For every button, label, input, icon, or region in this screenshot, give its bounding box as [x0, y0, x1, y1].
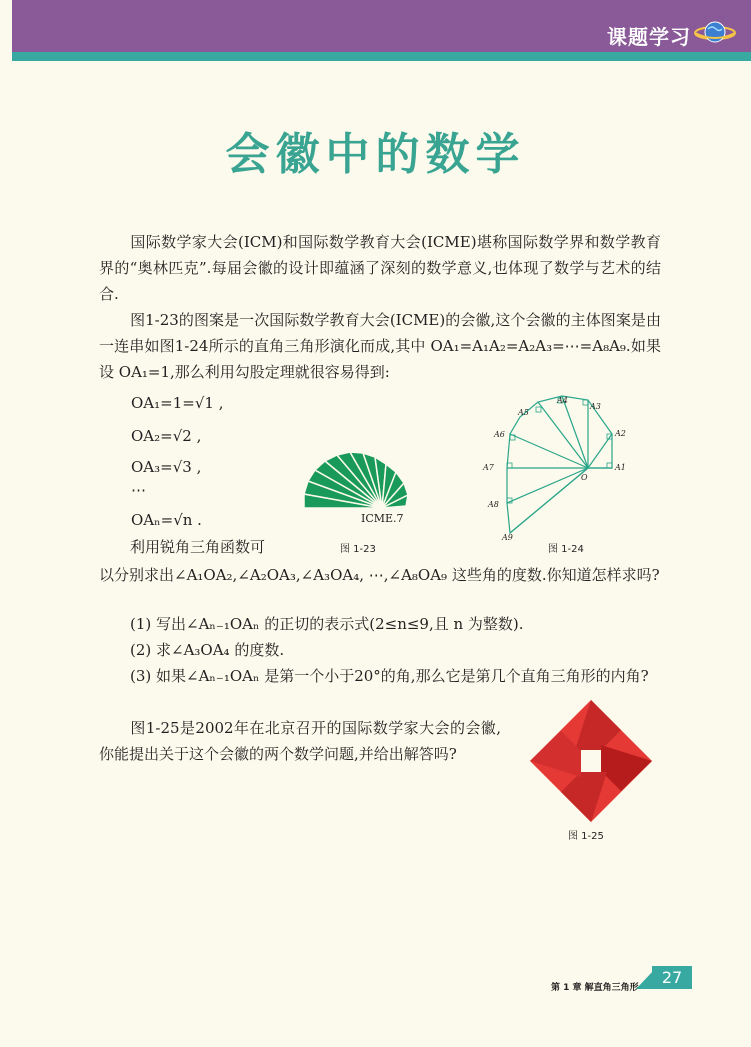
paragraph-trig-rest: 以分别求出∠A₁OA₂,∠A₂OA₃,∠A₃OA₄, ⋯,∠A₈OA₉ 这些角的度数.你知道怎样求吗?: [99, 566, 660, 584]
icme-logo-text: ICME.7: [361, 512, 404, 525]
label-a8: A8: [488, 500, 499, 509]
label-a4: A4: [557, 396, 568, 405]
sqrt-spiral-figure: [478, 390, 628, 540]
segment-oa6: [510, 434, 588, 468]
page-number: 27: [661, 968, 683, 987]
question-2-text: (2) 求∠A₃OA₄ 的度数.: [130, 641, 285, 659]
segment-oa4: [562, 396, 588, 468]
paragraph-icm2002-text: 图1-25是2002年在北京召开的国际数学家大会的会徽,你能提出关于这个会徽的两个数学问题,并给出解答吗?: [99, 719, 501, 763]
logo-center-square: [581, 750, 601, 772]
question-3-text: (3) 如果∠Aₙ₋₁OAₙ 是第一个小于20°的角,那么它是第几个直角三角形的内角?: [130, 667, 649, 685]
formula-ellipsis: ⋯: [131, 481, 146, 499]
question-3: [99, 663, 661, 689]
footer-chapter: 第 1 章 解直角三角形: [551, 983, 639, 993]
formula-oa1: OA₁=1=√1 ,: [131, 394, 224, 412]
question-2: [99, 637, 661, 663]
label-a7: A7: [483, 463, 494, 472]
page-title: 会徽中的数学: [225, 129, 526, 180]
globe-icon: [693, 18, 737, 48]
segment-oa8: [507, 468, 588, 503]
paragraph-intro-text: 国际数学家大会(ICM)和国际数学教育大会(ICME)堪称国际数学界和数学教育界的“奥林匹克”.每届会徽的设计即蕴涵了深刻的数学意义,也体现了数学与艺术的结合.: [99, 233, 661, 303]
label-o: O: [581, 473, 588, 482]
label-a9: A9: [502, 533, 513, 540]
segment-oa9: [510, 468, 588, 533]
question-1: [99, 611, 661, 637]
paragraph-trig-line1: 利用锐角三角函数可: [130, 538, 266, 556]
header-stripe: [12, 52, 751, 61]
question-1-text: (1) 写出∠Aₙ₋₁OAₙ 的正切的表示式(2≤n≤9,且 n 为整数).: [130, 615, 524, 633]
paragraph-icm2002: [99, 715, 501, 767]
label-a2: A2: [615, 429, 626, 438]
paragraph-pattern: [99, 307, 661, 385]
label-a1: A1: [615, 463, 626, 472]
formula-oan: OAₙ=√n .: [131, 511, 202, 529]
icme-logo-figure: [300, 446, 415, 521]
icm2002-logo-figure: [528, 698, 654, 824]
label-a6: A6: [494, 430, 505, 439]
figure-1-23-caption: 图 1-23: [340, 544, 376, 555]
formula-oa2: OA₂=√2 ,: [131, 427, 202, 445]
icme-logo-fan: [304, 452, 408, 508]
paragraph-pattern-text: 图1-23的图案是一次国际数学教育大会(ICME)的会徽,这个会徽的主体图案是由一连串如图1-24所示的直角三角形演化而成,其中 OA₁=A₁A₂=A₂A₃=⋯=A₈A₉.如果设 OA₁=1,那么利用勾股定理就很容易得到:: [99, 311, 661, 381]
figure-1-25-caption: 图 1-25: [568, 831, 604, 842]
segment-oa5: [538, 402, 588, 468]
paragraph-intro: [99, 229, 661, 307]
label-a3: A3: [590, 402, 601, 411]
figure-1-24-caption: 图 1-24: [548, 544, 584, 555]
section-label: 课题学习: [607, 25, 691, 49]
formula-oa3: OA₃=√3 ,: [131, 458, 202, 476]
label-a5: A5: [518, 408, 529, 417]
